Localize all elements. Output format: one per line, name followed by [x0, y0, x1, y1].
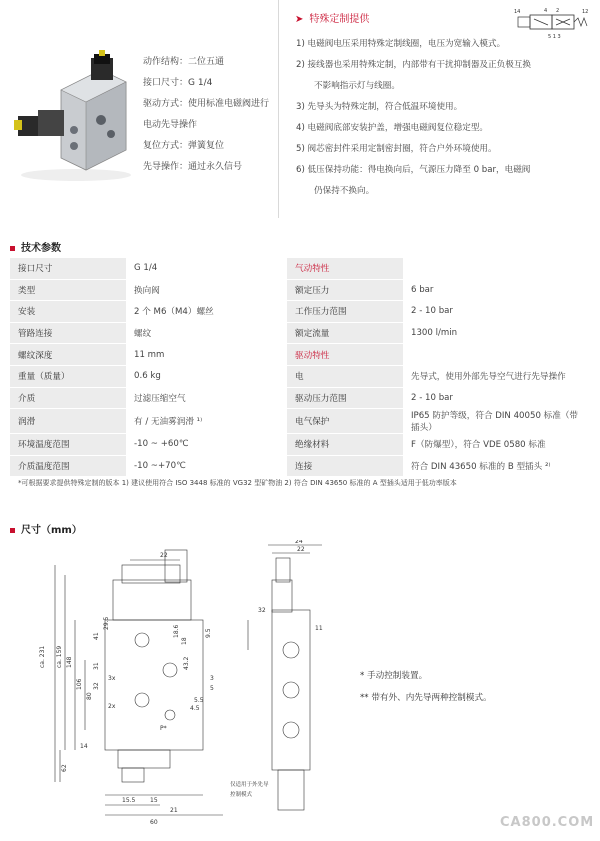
- dim-106: 106: [76, 678, 83, 690]
- custom-section-title: ➤ 特殊定制提供: [295, 14, 370, 25]
- dim-60: 60: [150, 819, 158, 826]
- tech-params-table: [10, 258, 590, 477]
- table-cell: 驱动特性: [287, 344, 403, 366]
- custom-item: 1) 电磁阀电压采用特殊定制线圈，电压为宽输入模式。: [296, 39, 506, 49]
- table-cell: 管路连接: [10, 322, 126, 344]
- table-cell: -10 ~ +60℃: [126, 434, 287, 456]
- custom-item: 3) 先导头为特殊定制，符合低温环境使用。: [296, 102, 463, 112]
- spec-row: 复位方式：弹簧复位: [143, 141, 225, 151]
- note-item: * 手动控制装置。: [360, 671, 428, 681]
- custom-item: 4) 电磁阀底部安装护盖，增强电磁阀复位稳定型。: [296, 123, 489, 133]
- table-cell: 符合 DIN 43650 标准的 B 型插头 ²⁾: [403, 455, 590, 477]
- table-cell: 介质: [10, 387, 126, 409]
- dim-14: 14: [80, 743, 88, 750]
- note-item: ** 带有外、内先导两种控制模式。: [360, 693, 492, 703]
- table-cell: 换向阀: [126, 279, 287, 301]
- dim-p: P*: [160, 725, 167, 732]
- table-cell: F（防爆型），符合 VDE 0580 标准: [403, 434, 590, 456]
- table-row: [10, 387, 590, 409]
- table-cell: 电: [287, 365, 403, 387]
- table-row: [10, 301, 590, 323]
- table-cell: 重量（质量）: [10, 365, 126, 387]
- custom-item: 2) 接线器也采用特殊定制，内部带有干扰抑制器及正负极互换: [296, 60, 531, 70]
- table-cell: 润滑: [10, 409, 126, 434]
- dim-3: 3: [210, 675, 214, 682]
- symbol-label-513: 5 1 3: [548, 34, 561, 40]
- table-cell: 2 个 M6（M4）螺丝: [126, 301, 287, 323]
- table-row: [10, 279, 590, 301]
- table-row: [10, 322, 590, 344]
- spec-row: 驱动方式：使用标准电磁阀进行: [143, 99, 270, 109]
- symbol-label-4: 4: [544, 8, 548, 14]
- table-cell: 驱动压力范围: [287, 387, 403, 409]
- table-row: [10, 409, 590, 434]
- table-cell: 气动特性: [287, 258, 403, 279]
- table-cell: 螺纹深度: [10, 344, 126, 366]
- dim-pilot-note-2: 控制模式: [230, 792, 253, 798]
- tech-footnote: *可根据要求提供特殊定制的版本 1) 建议使用符合 ISO 3448 标准的 VG32 型矿物油 2) 符合 DIN 43650 标准的 A 型插头适用于低功率版本: [18, 479, 457, 487]
- table-cell: 1300 l/min: [403, 322, 590, 344]
- dim-21: 21: [170, 807, 178, 814]
- table-row: [10, 365, 590, 387]
- dim-3x: 3x: [108, 675, 116, 682]
- custom-item: 6) 低压保持功能：得电换向后，气源压力降至 0 bar，电磁阀: [296, 165, 531, 175]
- table-cell: 介质温度范围: [10, 455, 126, 477]
- table-cell: 额定压力: [287, 279, 403, 301]
- table-cell: 6 bar: [403, 279, 590, 301]
- table-cell: 连接: [287, 455, 403, 477]
- dim-231: ca. 231: [39, 645, 46, 668]
- table-cell: 额定流量: [287, 322, 403, 344]
- watermark: CA800.COM: [500, 815, 595, 830]
- dim-22-side: 22: [297, 546, 305, 553]
- dim-159: ca. 159: [56, 645, 63, 668]
- dim-5: 5: [210, 685, 214, 692]
- custom-item: 不影响指示灯与线圈。: [314, 81, 400, 91]
- dim-41: 41: [93, 632, 100, 640]
- table-row: [10, 258, 590, 279]
- table-cell: -10 ~+70℃: [126, 455, 287, 477]
- table-cell: 电气保护: [287, 409, 403, 434]
- dim-15-5: 15.5: [122, 797, 136, 804]
- table-cell: 环境温度范围: [10, 434, 126, 456]
- table-cell: 过滤压缩空气: [126, 387, 287, 409]
- dim-32: 32: [93, 682, 100, 690]
- bullet-square-icon: [10, 528, 15, 533]
- dim-24: 24: [295, 540, 303, 545]
- dim-80: 80: [86, 692, 93, 700]
- dim-62: 62: [61, 764, 68, 772]
- table-cell: 先导式，使用外部先导空气进行先导操作: [403, 365, 590, 387]
- dim-2x: 2x: [108, 703, 116, 710]
- dim-32-side: 32: [258, 607, 266, 614]
- dimension-section-title: 尺寸（mm）: [10, 521, 82, 536]
- spec-row: 接口尺寸：G 1/4: [143, 78, 213, 88]
- dimension-notes: [360, 665, 492, 709]
- bullet-square-icon: [10, 246, 15, 251]
- table-cell: 绝缘材料: [287, 434, 403, 456]
- symbol-label-2: 2: [556, 8, 560, 14]
- table-cell: 11 mm: [126, 344, 287, 366]
- table-row: [10, 344, 590, 366]
- table-cell: 安装: [10, 301, 126, 323]
- dim-18: 18: [181, 637, 188, 645]
- dim-4-5: 4.5: [190, 705, 200, 712]
- product-spec-list: [143, 52, 269, 178]
- spec-row: 动作结构：二位五通: [143, 57, 225, 67]
- table-cell: G 1/4: [126, 258, 287, 279]
- table-row: [10, 455, 590, 477]
- spec-row: 先导操作：通过永久信号: [143, 162, 243, 172]
- table-cell: 2 - 10 bar: [403, 387, 590, 409]
- table-cell: 工作压力范围: [287, 301, 403, 323]
- table-cell: IP65 防护等级，符合 DIN 40050 标准（带插头）: [403, 409, 590, 434]
- table-row: [10, 434, 590, 456]
- table-cell: [403, 258, 590, 279]
- custom-item: 5) 阀芯密封件采用定制密封圈，符合户外环境使用。: [296, 144, 497, 154]
- dim-5-5: 5.5: [194, 697, 204, 704]
- dim-43-2: 43.2: [183, 656, 190, 670]
- table-cell: 类型: [10, 279, 126, 301]
- custom-item: 仍保持不换向。: [314, 186, 375, 196]
- table-cell: 接口尺寸: [10, 258, 126, 279]
- dim-pilot-note: 仅适用于外先导: [230, 782, 269, 788]
- dim-29-5: 29.5: [103, 616, 110, 630]
- table-cell: 螺纹: [126, 322, 287, 344]
- table-cell: 有 / 无油雾润滑 ¹⁾: [126, 409, 287, 434]
- symbol-label-12: 12: [582, 9, 589, 15]
- dim-15: 15: [150, 797, 158, 804]
- symbol-label-14: 14: [514, 9, 521, 15]
- table-cell: 2 - 10 bar: [403, 301, 590, 323]
- table-cell: [403, 344, 590, 366]
- dim-148: 148: [66, 656, 73, 668]
- dim-31: 31: [93, 662, 100, 670]
- divider: [278, 0, 279, 218]
- dim-9-5: 9.5: [205, 628, 212, 638]
- dim-18-6: 18.6: [173, 624, 180, 638]
- table-cell: 0.6 kg: [126, 365, 287, 387]
- dim-22: 22: [160, 552, 168, 559]
- valve-product-image: [6, 50, 141, 185]
- custom-feature-list: [296, 34, 581, 202]
- tech-section-title: 技术参数: [10, 239, 61, 254]
- arrow-icon: ➤: [295, 14, 304, 25]
- spec-row: 电动先导操作: [143, 120, 198, 130]
- dim-11: 11: [315, 625, 323, 632]
